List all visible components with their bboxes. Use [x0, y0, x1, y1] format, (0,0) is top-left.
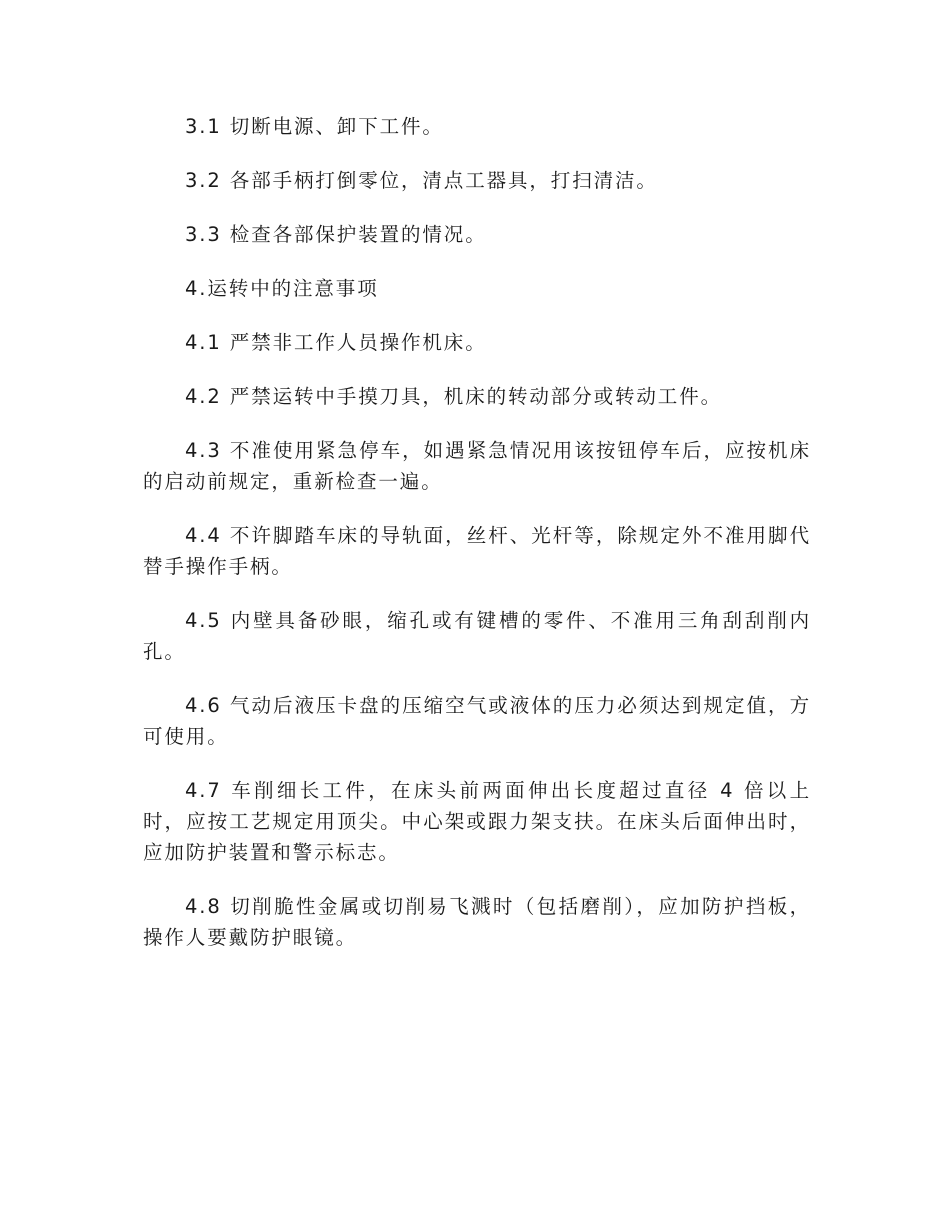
paragraph-3-2: 3.2 各部手柄打倒零位，清点工器具，打扫清洁。 [185, 169, 658, 192]
paragraph-4-8: 4.8 切削脆性金属或切削易飞溅时（包括磨削），应加防护挡板，操作人要戴防护眼镜。 [143, 895, 811, 949]
paragraph-4-3: 4.3 不准使用紧急停车，如遇紧急情况用该按钮停车后，应按机床的启动前规定，重新检查一遍。 [143, 439, 811, 493]
paragraph-3-1: 3.1 切断电源、卸下工件。 [185, 115, 444, 138]
paragraph-4-6: 4.6 气动后液压卡盘的压缩空气或液体的压力必须达到规定值，方可使用。 [143, 694, 811, 748]
paragraph-4-1: 4.1 严禁非工作人员操作机床。 [185, 331, 487, 354]
paragraph-4-7: 4.7 车削细长工件，在床头前两面伸出长度超过直径 4 倍以上时，应按工艺规定用顶尖。中心架或跟力架支扶。在床头后面伸出时，应加防护装置和警示标志。 [143, 779, 811, 864]
paragraph-3-3: 3.3 检查各部保护装置的情况。 [185, 223, 487, 246]
paragraph-4-2: 4.2 严禁运转中手摸刀具，机床的转动部分或转动工件。 [185, 385, 723, 408]
section-heading-4: 4.运转中的注意事项 [185, 277, 379, 300]
document-body [143, 111, 811, 976]
paragraph-4-5: 4.5 内壁具备砂眼，缩孔或有键槽的零件、不准用三角刮刮削内孔。 [143, 609, 811, 663]
paragraph-4-4: 4.4 不许脚踏车床的导轨面，丝杆、光杆等，除规定外不准用脚代替手操作手柄。 [143, 524, 811, 578]
